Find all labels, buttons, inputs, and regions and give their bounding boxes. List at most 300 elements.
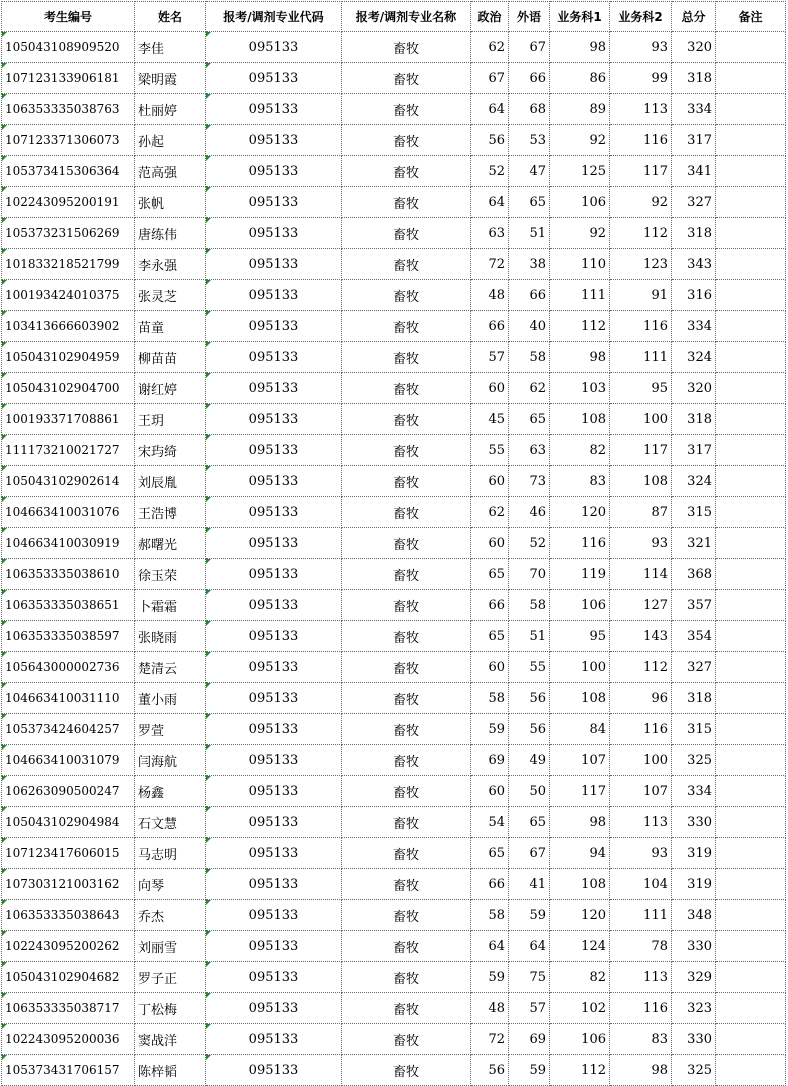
cell-note[interactable] [716,714,786,745]
cell-subject2[interactable]: 112 [610,218,672,249]
cell-subject2[interactable]: 123 [610,249,672,280]
cell-exam-id[interactable]: 111173210021727 [2,435,135,466]
cell-foreign[interactable]: 56 [509,714,550,745]
cell-foreign[interactable]: 50 [509,776,550,807]
cell-name[interactable]: 唐练伟 [135,218,206,249]
cell-note[interactable] [716,931,786,962]
cell-exam-id[interactable]: 105043108909520 [2,32,135,63]
cell-subject2[interactable]: 87 [610,497,672,528]
cell-name[interactable]: 梁明霞 [135,63,206,94]
cell-name[interactable]: 郝曙光 [135,528,206,559]
cell-major-name[interactable]: 畜牧 [342,373,471,404]
cell-subject1[interactable]: 92 [550,125,610,156]
cell-major-name[interactable]: 畜牧 [342,931,471,962]
cell-subject1[interactable]: 112 [550,1055,610,1086]
cell-major-name[interactable]: 畜牧 [342,187,471,218]
cell-major-name[interactable]: 畜牧 [342,745,471,776]
cell-name[interactable]: 张帆 [135,187,206,218]
cell-subject1[interactable]: 106 [550,187,610,218]
cell-note[interactable] [716,776,786,807]
cell-foreign[interactable]: 73 [509,466,550,497]
cell-major-code[interactable]: 095133 [206,931,342,962]
cell-name[interactable]: 王浩博 [135,497,206,528]
cell-subject2[interactable]: 111 [610,900,672,931]
cell-subject2[interactable]: 91 [610,280,672,311]
cell-major-code[interactable]: 095133 [206,807,342,838]
cell-name[interactable]: 罗萱 [135,714,206,745]
cell-foreign[interactable]: 66 [509,280,550,311]
cell-foreign[interactable]: 67 [509,838,550,869]
cell-major-name[interactable]: 畜牧 [342,559,471,590]
cell-exam-id[interactable]: 106353335038651 [2,590,135,621]
cell-note[interactable] [716,1024,786,1055]
cell-total[interactable]: 327 [672,652,716,683]
cell-major-name[interactable]: 畜牧 [342,249,471,280]
cell-politics[interactable]: 55 [471,435,509,466]
cell-subject1[interactable]: 106 [550,590,610,621]
cell-name[interactable]: 董小雨 [135,683,206,714]
cell-major-code[interactable]: 095133 [206,714,342,745]
cell-foreign[interactable]: 47 [509,156,550,187]
cell-foreign[interactable]: 38 [509,249,550,280]
cell-name[interactable]: 李佳 [135,32,206,63]
cell-major-code[interactable]: 095133 [206,218,342,249]
cell-major-code[interactable]: 095133 [206,404,342,435]
cell-subject2[interactable]: 107 [610,776,672,807]
cell-politics[interactable]: 60 [471,373,509,404]
cell-major-name[interactable]: 畜牧 [342,776,471,807]
column-header-name[interactable]: 姓名 [135,2,206,32]
cell-politics[interactable]: 45 [471,404,509,435]
cell-subject2[interactable]: 117 [610,435,672,466]
cell-politics[interactable]: 64 [471,94,509,125]
cell-major-code[interactable]: 095133 [206,745,342,776]
cell-total[interactable]: 330 [672,807,716,838]
cell-subject1[interactable]: 82 [550,962,610,993]
cell-foreign[interactable]: 67 [509,32,550,63]
cell-major-name[interactable]: 畜牧 [342,1055,471,1086]
cell-politics[interactable]: 64 [471,187,509,218]
cell-major-code[interactable]: 095133 [206,869,342,900]
cell-politics[interactable]: 65 [471,621,509,652]
cell-exam-id[interactable]: 104663410031076 [2,497,135,528]
cell-note[interactable] [716,373,786,404]
cell-major-code[interactable]: 095133 [206,528,342,559]
cell-exam-id[interactable]: 102243095200262 [2,931,135,962]
cell-major-code[interactable]: 095133 [206,125,342,156]
cell-subject2[interactable]: 100 [610,745,672,776]
cell-foreign[interactable]: 40 [509,311,550,342]
cell-foreign[interactable]: 65 [509,404,550,435]
cell-subject1[interactable]: 98 [550,342,610,373]
cell-subject1[interactable]: 102 [550,993,610,1024]
cell-foreign[interactable]: 65 [509,187,550,218]
cell-major-code[interactable]: 095133 [206,776,342,807]
cell-total[interactable]: 317 [672,125,716,156]
cell-subject2[interactable]: 98 [610,1055,672,1086]
cell-note[interactable] [716,342,786,373]
cell-name[interactable]: 向琴 [135,869,206,900]
cell-subject2[interactable]: 116 [610,311,672,342]
cell-subject2[interactable]: 92 [610,187,672,218]
cell-foreign[interactable]: 56 [509,683,550,714]
cell-note[interactable] [716,590,786,621]
cell-subject1[interactable]: 120 [550,497,610,528]
cell-major-code[interactable]: 095133 [206,63,342,94]
cell-foreign[interactable]: 59 [509,1055,550,1086]
cell-foreign[interactable]: 49 [509,745,550,776]
cell-major-code[interactable]: 095133 [206,652,342,683]
cell-major-name[interactable]: 畜牧 [342,125,471,156]
cell-subject2[interactable]: 114 [610,559,672,590]
cell-politics[interactable]: 58 [471,683,509,714]
column-header-total[interactable]: 总分 [672,2,716,32]
cell-subject1[interactable]: 100 [550,652,610,683]
cell-politics[interactable]: 60 [471,466,509,497]
cell-name[interactable]: 闫海航 [135,745,206,776]
cell-foreign[interactable]: 65 [509,807,550,838]
cell-major-code[interactable]: 095133 [206,280,342,311]
cell-subject2[interactable]: 127 [610,590,672,621]
cell-note[interactable] [716,249,786,280]
cell-exam-id[interactable]: 107123417606015 [2,838,135,869]
cell-politics[interactable]: 48 [471,280,509,311]
cell-major-code[interactable]: 095133 [206,435,342,466]
cell-exam-id[interactable]: 105043102902614 [2,466,135,497]
cell-total[interactable]: 320 [672,373,716,404]
cell-total[interactable]: 321 [672,528,716,559]
cell-total[interactable]: 316 [672,280,716,311]
cell-foreign[interactable]: 75 [509,962,550,993]
cell-subject1[interactable]: 120 [550,900,610,931]
cell-major-code[interactable]: 095133 [206,993,342,1024]
cell-exam-id[interactable]: 106353335038643 [2,900,135,931]
cell-subject1[interactable]: 107 [550,745,610,776]
cell-major-name[interactable]: 畜牧 [342,962,471,993]
cell-exam-id[interactable]: 106353335038597 [2,621,135,652]
cell-note[interactable] [716,621,786,652]
cell-major-name[interactable]: 畜牧 [342,869,471,900]
column-header-note[interactable]: 备注 [716,2,786,32]
cell-foreign[interactable]: 66 [509,63,550,94]
cell-total[interactable]: 317 [672,435,716,466]
cell-name[interactable]: 杜丽婷 [135,94,206,125]
cell-subject2[interactable]: 93 [610,838,672,869]
cell-exam-id[interactable]: 106353335038763 [2,94,135,125]
cell-exam-id[interactable]: 105643000002736 [2,652,135,683]
cell-note[interactable] [716,32,786,63]
cell-name[interactable]: 宋玙绮 [135,435,206,466]
cell-total[interactable]: 325 [672,745,716,776]
cell-subject1[interactable]: 125 [550,156,610,187]
cell-exam-id[interactable]: 105043102904959 [2,342,135,373]
cell-note[interactable] [716,900,786,931]
cell-major-name[interactable]: 畜牧 [342,435,471,466]
cell-foreign[interactable]: 62 [509,373,550,404]
cell-major-code[interactable]: 095133 [206,497,342,528]
cell-major-name[interactable]: 畜牧 [342,900,471,931]
cell-subject2[interactable]: 96 [610,683,672,714]
cell-major-name[interactable]: 畜牧 [342,32,471,63]
cell-exam-id[interactable]: 102243095200191 [2,187,135,218]
cell-total[interactable]: 323 [672,993,716,1024]
cell-note[interactable] [716,63,786,94]
cell-subject2[interactable]: 78 [610,931,672,962]
cell-major-name[interactable]: 畜牧 [342,497,471,528]
cell-major-name[interactable]: 畜牧 [342,1024,471,1055]
cell-major-name[interactable]: 畜牧 [342,993,471,1024]
cell-total[interactable]: 319 [672,869,716,900]
cell-subject1[interactable]: 86 [550,63,610,94]
cell-major-code[interactable]: 095133 [206,94,342,125]
cell-exam-id[interactable]: 104663410030919 [2,528,135,559]
cell-exam-id[interactable]: 105373431706157 [2,1055,135,1086]
cell-total[interactable]: 354 [672,621,716,652]
cell-total[interactable]: 318 [672,404,716,435]
column-header-subject2[interactable]: 业务科2 [610,2,672,32]
cell-subject1[interactable]: 98 [550,807,610,838]
cell-exam-id[interactable]: 105373415306364 [2,156,135,187]
cell-note[interactable] [716,683,786,714]
cell-exam-id[interactable]: 100193424010375 [2,280,135,311]
cell-subject2[interactable]: 116 [610,714,672,745]
cell-total[interactable]: 318 [672,683,716,714]
cell-subject2[interactable]: 99 [610,63,672,94]
cell-exam-id[interactable]: 104663410031079 [2,745,135,776]
cell-foreign[interactable]: 41 [509,869,550,900]
cell-exam-id[interactable]: 107123133906181 [2,63,135,94]
cell-total[interactable]: 341 [672,156,716,187]
cell-major-name[interactable]: 畜牧 [342,683,471,714]
cell-subject2[interactable]: 111 [610,342,672,373]
cell-exam-id[interactable]: 103413666603902 [2,311,135,342]
column-header-politics[interactable]: 政治 [471,2,509,32]
cell-exam-id[interactable]: 107303121003162 [2,869,135,900]
cell-total[interactable]: 330 [672,931,716,962]
cell-note[interactable] [716,993,786,1024]
cell-foreign[interactable]: 59 [509,900,550,931]
cell-subject2[interactable]: 113 [610,962,672,993]
cell-exam-id[interactable]: 105043102904984 [2,807,135,838]
cell-major-name[interactable]: 畜牧 [342,590,471,621]
cell-subject1[interactable]: 117 [550,776,610,807]
cell-politics[interactable]: 57 [471,342,509,373]
cell-major-name[interactable]: 畜牧 [342,838,471,869]
cell-subject1[interactable]: 108 [550,869,610,900]
cell-subject2[interactable]: 116 [610,125,672,156]
column-header-subject1[interactable]: 业务科1 [550,2,610,32]
cell-subject1[interactable]: 124 [550,931,610,962]
cell-subject1[interactable]: 103 [550,373,610,404]
cell-subject1[interactable]: 108 [550,683,610,714]
cell-note[interactable] [716,838,786,869]
cell-note[interactable] [716,745,786,776]
cell-major-name[interactable]: 畜牧 [342,342,471,373]
cell-politics[interactable]: 56 [471,125,509,156]
cell-exam-id[interactable]: 101833218521799 [2,249,135,280]
cell-exam-id[interactable]: 105043102904700 [2,373,135,404]
cell-name[interactable]: 杨鑫 [135,776,206,807]
cell-exam-id[interactable]: 105373231506269 [2,218,135,249]
cell-politics[interactable]: 72 [471,1024,509,1055]
cell-foreign[interactable]: 70 [509,559,550,590]
cell-total[interactable]: 348 [672,900,716,931]
cell-subject2[interactable]: 93 [610,32,672,63]
cell-subject1[interactable]: 83 [550,466,610,497]
cell-total[interactable]: 315 [672,714,716,745]
cell-foreign[interactable]: 69 [509,1024,550,1055]
cell-exam-id[interactable]: 104663410031110 [2,683,135,714]
cell-total[interactable]: 327 [672,187,716,218]
cell-major-code[interactable]: 095133 [206,621,342,652]
cell-politics[interactable]: 60 [471,528,509,559]
cell-note[interactable] [716,497,786,528]
cell-total[interactable]: 330 [672,1024,716,1055]
cell-name[interactable]: 张晓雨 [135,621,206,652]
cell-politics[interactable]: 64 [471,931,509,962]
cell-foreign[interactable]: 63 [509,435,550,466]
cell-major-code[interactable]: 095133 [206,249,342,280]
cell-name[interactable]: 李永强 [135,249,206,280]
cell-foreign[interactable]: 51 [509,218,550,249]
cell-total[interactable]: 320 [672,32,716,63]
cell-total[interactable]: 319 [672,838,716,869]
cell-major-code[interactable]: 095133 [206,1055,342,1086]
cell-foreign[interactable]: 64 [509,931,550,962]
cell-note[interactable] [716,218,786,249]
cell-name[interactable]: 范高强 [135,156,206,187]
cell-total[interactable]: 334 [672,776,716,807]
cell-total[interactable]: 343 [672,249,716,280]
cell-subject1[interactable]: 106 [550,1024,610,1055]
cell-note[interactable] [716,869,786,900]
cell-name[interactable]: 孙起 [135,125,206,156]
cell-exam-id[interactable]: 102243095200036 [2,1024,135,1055]
cell-name[interactable]: 石文慧 [135,807,206,838]
cell-politics[interactable]: 48 [471,993,509,1024]
column-header-foreign[interactable]: 外语 [509,2,550,32]
cell-major-code[interactable]: 095133 [206,683,342,714]
cell-politics[interactable]: 66 [471,590,509,621]
cell-politics[interactable]: 66 [471,311,509,342]
cell-politics[interactable]: 59 [471,714,509,745]
cell-major-name[interactable]: 畜牧 [342,156,471,187]
cell-total[interactable]: 334 [672,94,716,125]
cell-name[interactable]: 罗子正 [135,962,206,993]
cell-note[interactable] [716,156,786,187]
cell-politics[interactable]: 60 [471,776,509,807]
column-header-major[interactable]: 报考/调剂专业名称 [342,2,471,32]
cell-total[interactable]: 357 [672,590,716,621]
cell-subject1[interactable]: 111 [550,280,610,311]
cell-subject1[interactable]: 89 [550,94,610,125]
cell-major-code[interactable]: 095133 [206,373,342,404]
cell-total[interactable]: 324 [672,342,716,373]
cell-name[interactable]: 刘辰胤 [135,466,206,497]
cell-politics[interactable]: 59 [471,962,509,993]
cell-note[interactable] [716,280,786,311]
cell-subject1[interactable]: 112 [550,311,610,342]
cell-exam-id[interactable]: 107123371306073 [2,125,135,156]
cell-major-code[interactable]: 095133 [206,156,342,187]
cell-politics[interactable]: 69 [471,745,509,776]
cell-total[interactable]: 325 [672,1055,716,1086]
cell-foreign[interactable]: 51 [509,621,550,652]
cell-note[interactable] [716,962,786,993]
cell-exam-id[interactable]: 100193371708861 [2,404,135,435]
cell-major-name[interactable]: 畜牧 [342,528,471,559]
cell-subject2[interactable]: 143 [610,621,672,652]
cell-politics[interactable]: 58 [471,900,509,931]
cell-subject1[interactable]: 95 [550,621,610,652]
cell-subject1[interactable]: 84 [550,714,610,745]
column-header-code[interactable]: 报考/调剂专业代码 [206,2,342,32]
cell-foreign[interactable]: 58 [509,342,550,373]
cell-subject1[interactable]: 110 [550,249,610,280]
cell-major-name[interactable]: 畜牧 [342,652,471,683]
cell-name[interactable]: 王玥 [135,404,206,435]
cell-subject1[interactable]: 92 [550,218,610,249]
cell-major-code[interactable]: 095133 [206,962,342,993]
cell-politics[interactable]: 66 [471,869,509,900]
cell-major-name[interactable]: 畜牧 [342,807,471,838]
cell-subject2[interactable]: 116 [610,993,672,1024]
cell-name[interactable]: 马志明 [135,838,206,869]
cell-name[interactable]: 丁松梅 [135,993,206,1024]
cell-foreign[interactable]: 52 [509,528,550,559]
cell-major-name[interactable]: 畜牧 [342,311,471,342]
cell-politics[interactable]: 62 [471,497,509,528]
cell-major-name[interactable]: 畜牧 [342,218,471,249]
cell-major-name[interactable]: 畜牧 [342,404,471,435]
cell-note[interactable] [716,404,786,435]
cell-subject1[interactable]: 119 [550,559,610,590]
column-header-id[interactable]: 考生编号 [2,2,135,32]
cell-politics[interactable]: 52 [471,156,509,187]
cell-foreign[interactable]: 46 [509,497,550,528]
cell-note[interactable] [716,94,786,125]
cell-major-name[interactable]: 畜牧 [342,280,471,311]
cell-name[interactable]: 刘丽雪 [135,931,206,962]
cell-subject2[interactable]: 95 [610,373,672,404]
cell-note[interactable] [716,1055,786,1086]
cell-name[interactable]: 柳苗苗 [135,342,206,373]
cell-note[interactable] [716,125,786,156]
cell-subject2[interactable]: 112 [610,652,672,683]
cell-major-code[interactable]: 095133 [206,838,342,869]
cell-politics[interactable]: 67 [471,63,509,94]
cell-note[interactable] [716,528,786,559]
cell-major-code[interactable]: 095133 [206,1024,342,1055]
cell-major-code[interactable]: 095133 [206,342,342,373]
cell-major-code[interactable]: 095133 [206,466,342,497]
cell-name[interactable]: 卜霜霜 [135,590,206,621]
cell-major-name[interactable]: 畜牧 [342,621,471,652]
cell-exam-id[interactable]: 105373424604257 [2,714,135,745]
cell-major-code[interactable]: 095133 [206,187,342,218]
cell-major-code[interactable]: 095133 [206,311,342,342]
cell-politics[interactable]: 56 [471,1055,509,1086]
cell-name[interactable]: 谢红婷 [135,373,206,404]
cell-subject2[interactable]: 113 [610,807,672,838]
cell-politics[interactable]: 65 [471,838,509,869]
cell-total[interactable]: 315 [672,497,716,528]
cell-name[interactable]: 乔杰 [135,900,206,931]
cell-name[interactable]: 陈梓韬 [135,1055,206,1086]
cell-name[interactable]: 楚清云 [135,652,206,683]
cell-note[interactable] [716,187,786,218]
cell-total[interactable]: 318 [672,63,716,94]
